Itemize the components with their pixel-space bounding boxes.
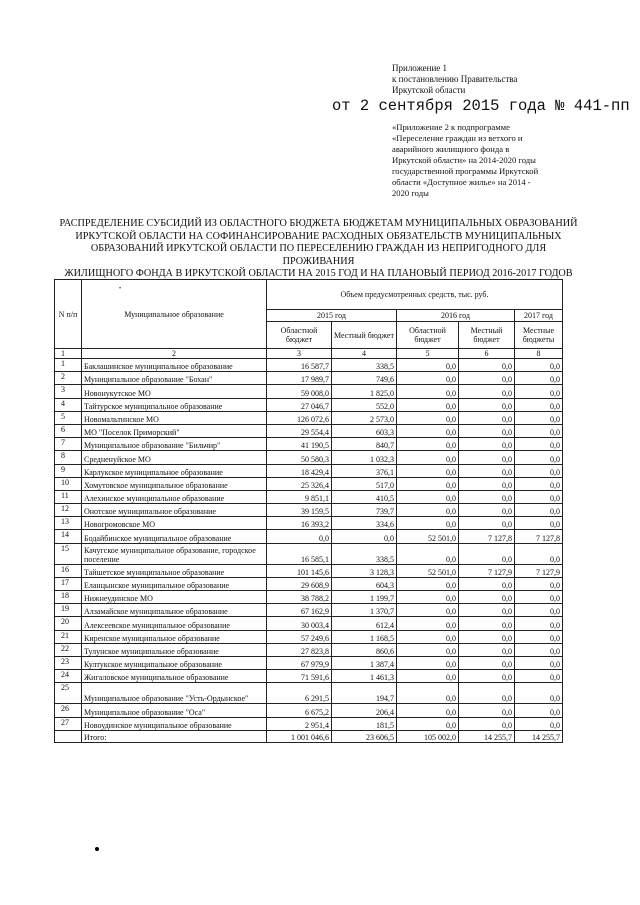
- amount-cell: 16 393,2: [267, 517, 332, 530]
- amount-cell: 71 591,6: [267, 670, 332, 683]
- amount-cell: 552,0: [332, 398, 397, 411]
- table-row: [55, 411, 563, 424]
- header-local-2015: Местный бюджет: [332, 322, 397, 349]
- amount-cell: 0,0: [397, 617, 459, 630]
- amount-cell: 517,0: [332, 477, 397, 490]
- amount-cell: 30 003,4: [267, 617, 332, 630]
- appendix-line: Иркутской области: [392, 85, 466, 95]
- amount-cell: 0,0: [397, 372, 459, 385]
- amount-cell: 27 046,7: [267, 398, 332, 411]
- amount-cell: 0,0: [397, 398, 459, 411]
- table-row: [55, 591, 563, 604]
- amount-cell: 41 190,5: [267, 438, 332, 451]
- amount-cell: 0,0: [267, 530, 332, 543]
- amount-cell: 0,0: [459, 656, 515, 669]
- amount-cell: 338,5: [332, 543, 397, 564]
- title-line: ОБРАЗОВАНИЙ ИРКУТСКОЙ ОБЛАСТИ ПО ПЕРЕСЕЛЕНИЮ ГРАЖДАН ИЗ НЕПРИГОДНОГО ДЛЯ ПРОЖИВАНИЯ: [90, 243, 547, 267]
- amount-cell: 0,0: [459, 438, 515, 451]
- amount-cell: 0,0: [515, 704, 563, 717]
- row-number: 12: [55, 504, 82, 517]
- amount-cell: 16 587,7: [267, 359, 332, 372]
- amount-cell: 0,0: [515, 617, 563, 630]
- amount-cell: 0,0: [459, 477, 515, 490]
- municipality-name: Тайшетское муниципальное образование: [82, 564, 267, 577]
- amount-cell: 0,0: [397, 577, 459, 590]
- decree-date-stamp: от 2 сентября 2015 года № 441-пп: [332, 97, 630, 115]
- total-value: 14 255,7: [459, 730, 515, 742]
- title-line: ЖИЛИЩНОГО ФОНДА В ИРКУТСКОЙ ОБЛАСТИ НА 2015 ГОД И НА ПЛАНОВЫЙ ПЕРИОД 2016-2017 ГОДОВ: [64, 268, 573, 279]
- amount-cell: 603,3: [332, 424, 397, 437]
- row-number: 10: [55, 477, 82, 490]
- amount-cell: 0,0: [515, 543, 563, 564]
- total-value: 105 002,0: [397, 730, 459, 742]
- amount-cell: 0,0: [459, 683, 515, 704]
- municipality-name: Новоудинское муниципальное образование: [82, 717, 267, 730]
- amount-cell: 0,0: [397, 683, 459, 704]
- row-number: 21: [55, 630, 82, 643]
- document-title: [55, 218, 582, 281]
- amount-cell: 67 162,9: [267, 604, 332, 617]
- amount-cell: 749,6: [332, 372, 397, 385]
- amount-cell: 206,4: [332, 704, 397, 717]
- amount-cell: 0,0: [515, 604, 563, 617]
- table-row: [55, 398, 563, 411]
- municipality-name: Муниципальное образование "Оса": [82, 704, 267, 717]
- amount-cell: 0,0: [515, 591, 563, 604]
- amount-cell: 0,0: [397, 704, 459, 717]
- amount-cell: 860,6: [332, 643, 397, 656]
- row-number: 26: [55, 704, 82, 717]
- table-row: [55, 451, 563, 464]
- row-number: 20: [55, 617, 82, 630]
- amount-cell: 0,0: [397, 543, 459, 564]
- subsidy-table: [54, 279, 563, 743]
- row-number: 25: [55, 683, 82, 704]
- row-number: 16: [55, 564, 82, 577]
- amount-cell: 0,0: [515, 477, 563, 490]
- amount-cell: 0,0: [515, 577, 563, 590]
- amount-cell: 0,0: [515, 385, 563, 398]
- amount-cell: 0,0: [397, 424, 459, 437]
- amount-cell: 0,0: [459, 617, 515, 630]
- municipality-name: Онотское муниципальное образование: [82, 504, 267, 517]
- table-row: [55, 359, 563, 372]
- municipality-name: Алехинское муниципальное образование: [82, 490, 267, 503]
- amount-cell: 0,0: [397, 477, 459, 490]
- municipality-name: Муниципальное образование "Бильчир": [82, 438, 267, 451]
- table-row: [55, 577, 563, 590]
- amount-cell: 0,0: [515, 670, 563, 683]
- amount-cell: 52 501,0: [397, 530, 459, 543]
- amount-cell: 0,0: [459, 385, 515, 398]
- row-number: 3: [55, 385, 82, 398]
- municipality-name: Карлукское муниципальное образование: [82, 464, 267, 477]
- column-number: 5: [397, 349, 459, 359]
- amount-cell: 181,5: [332, 717, 397, 730]
- table-row: [55, 424, 563, 437]
- amount-cell: 0,0: [515, 517, 563, 530]
- column-number: 4: [332, 349, 397, 359]
- amount-cell: 0,0: [459, 604, 515, 617]
- amount-cell: 0,0: [397, 411, 459, 424]
- row-number: 17: [55, 577, 82, 590]
- row-number: 15: [55, 543, 82, 564]
- amount-cell: 0,0: [515, 424, 563, 437]
- amount-cell: 0,0: [515, 464, 563, 477]
- amount-cell: 0,0: [397, 643, 459, 656]
- amount-cell: 50 580,3: [267, 451, 332, 464]
- amount-cell: 17 989,7: [267, 372, 332, 385]
- municipality-name: Бодайбинское муниципальное образование: [82, 530, 267, 543]
- header-municipality: Муниципальное образование: [82, 280, 267, 349]
- amount-cell: 0,0: [515, 683, 563, 704]
- column-number: 8: [515, 349, 563, 359]
- amount-cell: 7 127,9: [459, 564, 515, 577]
- amount-cell: 59 008,0: [267, 385, 332, 398]
- amount-cell: 0,0: [397, 591, 459, 604]
- amount-cell: 0,0: [459, 704, 515, 717]
- amount-cell: 9 851,1: [267, 490, 332, 503]
- municipality-name: Алзамайское муниципальное образование: [82, 604, 267, 617]
- amount-cell: 0,0: [397, 451, 459, 464]
- appendix2-line: «Переселение граждан из ветхого и: [392, 133, 523, 143]
- row-number: 19: [55, 604, 82, 617]
- amount-cell: 0,0: [515, 411, 563, 424]
- row-number: 11: [55, 490, 82, 503]
- table-row: [55, 564, 563, 577]
- amount-cell: 0,0: [459, 504, 515, 517]
- header-year-2015: 2015 год: [267, 310, 397, 322]
- amount-cell: 739,7: [332, 504, 397, 517]
- table-row: [55, 643, 563, 656]
- municipality-name: МО "Поселок Приморский": [82, 424, 267, 437]
- amount-cell: 3 128,3: [332, 564, 397, 577]
- amount-cell: 0,0: [397, 359, 459, 372]
- total-row: [55, 730, 563, 742]
- appendix-line: к постановлению Правительства: [392, 74, 518, 84]
- amount-cell: 0,0: [397, 438, 459, 451]
- amount-cell: 1 387,4: [332, 656, 397, 669]
- row-number: 18: [55, 591, 82, 604]
- municipality-name: Средненуйское МО: [82, 451, 267, 464]
- table-row: [55, 704, 563, 717]
- amount-cell: 0,0: [397, 717, 459, 730]
- row-number: 22: [55, 643, 82, 656]
- amount-cell: 0,0: [515, 372, 563, 385]
- table-row: [55, 504, 563, 517]
- amount-cell: 0,0: [459, 670, 515, 683]
- amount-cell: 0,0: [459, 630, 515, 643]
- amount-cell: 338,5: [332, 359, 397, 372]
- column-number: 3: [267, 349, 332, 359]
- amount-cell: 7 127,8: [459, 530, 515, 543]
- amount-cell: 39 159,5: [267, 504, 332, 517]
- row-number: 6: [55, 424, 82, 437]
- amount-cell: 0,0: [397, 504, 459, 517]
- row-number: 24: [55, 670, 82, 683]
- amount-cell: 0,0: [459, 411, 515, 424]
- row-number: 27: [55, 717, 82, 730]
- amount-cell: 0,0: [515, 359, 563, 372]
- amount-cell: 0,0: [459, 717, 515, 730]
- amount-cell: 1 032,3: [332, 451, 397, 464]
- total-value: [515, 730, 563, 742]
- header-year-2017: 2017 год: [515, 310, 563, 322]
- subsidy-table-wrapper: [54, 279, 563, 743]
- header-local-2017: Местные бюджеты: [515, 322, 563, 349]
- column-number: 6: [459, 349, 515, 359]
- header-volume: Объем предусмотренных средств, тыс. руб.: [267, 280, 563, 310]
- municipality-name: Хомутовское муниципальное образование: [82, 477, 267, 490]
- table-row: [55, 543, 563, 564]
- row-number: 7: [55, 438, 82, 451]
- amount-cell: 2 573,0: [332, 411, 397, 424]
- table-row: [55, 530, 563, 543]
- table-row: [55, 517, 563, 530]
- amount-cell: 194,7: [332, 683, 397, 704]
- municipality-name: Новомальтинское МО: [82, 411, 267, 424]
- appendix2-line: аварийного жилищного фонда в: [392, 144, 510, 154]
- amount-cell: 0,0: [397, 464, 459, 477]
- total-value-text: 14 255,7: [532, 732, 560, 742]
- amount-cell: 0,0: [459, 577, 515, 590]
- row-number: 5: [55, 411, 82, 424]
- title-line: ИРКУТСКОЙ ОБЛАСТИ НА СОФИНАНСИРОВАНИЕ РАСХОДНЫХ ОБЯЗАТЕЛЬСТВ МУНИЦИПАЛЬНЫХ: [75, 230, 562, 242]
- amount-cell: 0,0: [459, 424, 515, 437]
- municipality-name: Еланцынское муниципальное образование: [82, 577, 267, 590]
- row-number: 23: [55, 656, 82, 669]
- amount-cell: 604,3: [332, 577, 397, 590]
- appendix2-line: государственной программы Иркутской: [392, 166, 539, 176]
- amount-cell: 334,6: [332, 517, 397, 530]
- amount-cell: 0,0: [397, 656, 459, 669]
- table-row: [55, 717, 563, 730]
- amount-cell: 0,0: [515, 504, 563, 517]
- amount-cell: 0,0: [397, 385, 459, 398]
- header-num: N п/п: [55, 280, 82, 349]
- column-numbers-row: [55, 349, 563, 359]
- table-row: [55, 670, 563, 683]
- amount-cell: 0,0: [515, 656, 563, 669]
- table-row: [55, 617, 563, 630]
- municipality-name: Алексеевское муниципальное образование: [82, 617, 267, 630]
- amount-cell: 376,1: [332, 464, 397, 477]
- total-value: 23 606,5: [332, 730, 397, 742]
- municipality-name: Муниципальное образование "Бохан": [82, 372, 267, 385]
- appendix2-line: области «Доступное жилье» на 2014 -: [392, 177, 531, 187]
- amount-cell: 0,0: [397, 604, 459, 617]
- appendix-note: [392, 63, 592, 96]
- amount-cell: 2 951,4: [267, 717, 332, 730]
- appendix2-note: [392, 122, 582, 199]
- appendix-line: Приложение 1: [392, 63, 448, 73]
- amount-cell: 0,0: [459, 451, 515, 464]
- amount-cell: 16 585,1: [267, 543, 332, 564]
- amount-cell: 18 429,4: [267, 464, 332, 477]
- amount-cell: 29 554,4: [267, 424, 332, 437]
- amount-cell: 0,0: [459, 517, 515, 530]
- amount-cell: 0,0: [459, 490, 515, 503]
- amount-cell: 0,0: [332, 530, 397, 543]
- amount-cell: 7 127,8: [515, 530, 563, 543]
- amount-cell: 1 825,0: [332, 385, 397, 398]
- total-value: 1 001 046,6: [267, 730, 332, 742]
- row-number: 14: [55, 530, 82, 543]
- amount-cell: 1 199,7: [332, 591, 397, 604]
- amount-cell: 0,0: [459, 643, 515, 656]
- total-label: Итого:: [82, 730, 267, 742]
- amount-cell: 410,5: [332, 490, 397, 503]
- table-row: [55, 477, 563, 490]
- municipality-name: Муниципальное образование "Усть-Ордынское": [82, 683, 267, 704]
- table-row: [55, 385, 563, 398]
- amount-cell: 27 823,8: [267, 643, 332, 656]
- table-row: [55, 630, 563, 643]
- table-row: [55, 464, 563, 477]
- row-number: 2: [55, 372, 82, 385]
- amount-cell: 0,0: [459, 543, 515, 564]
- amount-cell: 7 127,9: [515, 564, 563, 577]
- municipality-name: Тулунское муниципальное образование: [82, 643, 267, 656]
- appendix2-line: 2020 годы: [392, 188, 429, 198]
- municipality-name: Култукское муниципальное образование: [82, 656, 267, 669]
- amount-cell: 67 979,9: [267, 656, 332, 669]
- amount-cell: 0,0: [459, 591, 515, 604]
- municipality-name: Новонукутское МО: [82, 385, 267, 398]
- amount-cell: 38 788,2: [267, 591, 332, 604]
- table-row: [55, 604, 563, 617]
- amount-cell: 0,0: [459, 398, 515, 411]
- amount-cell: 0,0: [397, 517, 459, 530]
- amount-cell: 0,0: [397, 490, 459, 503]
- row-number: 4: [55, 398, 82, 411]
- header-regional-2016: Областной бюджет: [397, 322, 459, 349]
- municipality-name: Новогромовское МО: [82, 517, 267, 530]
- amount-cell: 0,0: [515, 630, 563, 643]
- bullet-mark: [95, 847, 99, 851]
- amount-cell: 0,0: [515, 643, 563, 656]
- row-number: 8: [55, 451, 82, 464]
- municipality-name: Киренское муниципальное образование: [82, 630, 267, 643]
- amount-cell: 126 072,6: [267, 411, 332, 424]
- column-number: 1: [55, 349, 82, 359]
- table-row: [55, 656, 563, 669]
- table-row: [55, 490, 563, 503]
- municipality-name: Баклашинское муниципальное образование: [82, 359, 267, 372]
- row-number: 1: [55, 359, 82, 372]
- row-number: 9: [55, 464, 82, 477]
- header-year-2016: 2016 год: [397, 310, 515, 322]
- amount-cell: 0,0: [515, 398, 563, 411]
- amount-cell: 0,0: [397, 670, 459, 683]
- amount-cell: 0,0: [459, 359, 515, 372]
- municipality-name: Жигаловское муниципальное образование: [82, 670, 267, 683]
- amount-cell: 29 608,9: [267, 577, 332, 590]
- amount-cell: 1 461,3: [332, 670, 397, 683]
- amount-cell: 52 501,0: [397, 564, 459, 577]
- table-row: [55, 683, 563, 704]
- appendix2-line: Иркутской области» на 2014-2020 годы: [392, 155, 536, 165]
- row-number: 13: [55, 517, 82, 530]
- amount-cell: 6 675,2: [267, 704, 332, 717]
- amount-cell: 57 249,6: [267, 630, 332, 643]
- amount-cell: 0,0: [515, 490, 563, 503]
- appendix2-line: «Приложение 2 к подпрограмме: [392, 122, 510, 132]
- amount-cell: 612,4: [332, 617, 397, 630]
- title-line: РАСПРЕДЕЛЕНИЕ СУБСИДИЙ ИЗ ОБЛАСТНОГО БЮДЖЕТА БЮДЖЕТАМ МУНИЦИПАЛЬНЫХ ОБРАЗОВАНИЙ: [59, 218, 578, 229]
- amount-cell: 840,7: [332, 438, 397, 451]
- header-local-2016: Местный бюджет: [459, 322, 515, 349]
- municipality-name: Качугское муниципальное образование, городское поселение: [82, 543, 267, 564]
- amount-cell: 101 145,6: [267, 564, 332, 577]
- header-dot: •: [119, 286, 122, 292]
- table-row: [55, 438, 563, 451]
- amount-cell: 0,0: [515, 451, 563, 464]
- amount-cell: 1 168,5: [332, 630, 397, 643]
- amount-cell: 25 326,4: [267, 477, 332, 490]
- table-row: [55, 372, 563, 385]
- municipality-name: Тайтурское муниципальное образование: [82, 398, 267, 411]
- header-regional-2015: Областной бюджет: [267, 322, 332, 349]
- amount-cell: 6 291,5: [267, 683, 332, 704]
- amount-cell: 0,0: [515, 717, 563, 730]
- column-number: 2: [82, 349, 267, 359]
- amount-cell: 0,0: [515, 438, 563, 451]
- amount-cell: 0,0: [459, 464, 515, 477]
- amount-cell: 0,0: [459, 372, 515, 385]
- municipality-name: Нижнеудинское МО: [82, 591, 267, 604]
- amount-cell: 0,0: [397, 630, 459, 643]
- amount-cell: 1 370,7: [332, 604, 397, 617]
